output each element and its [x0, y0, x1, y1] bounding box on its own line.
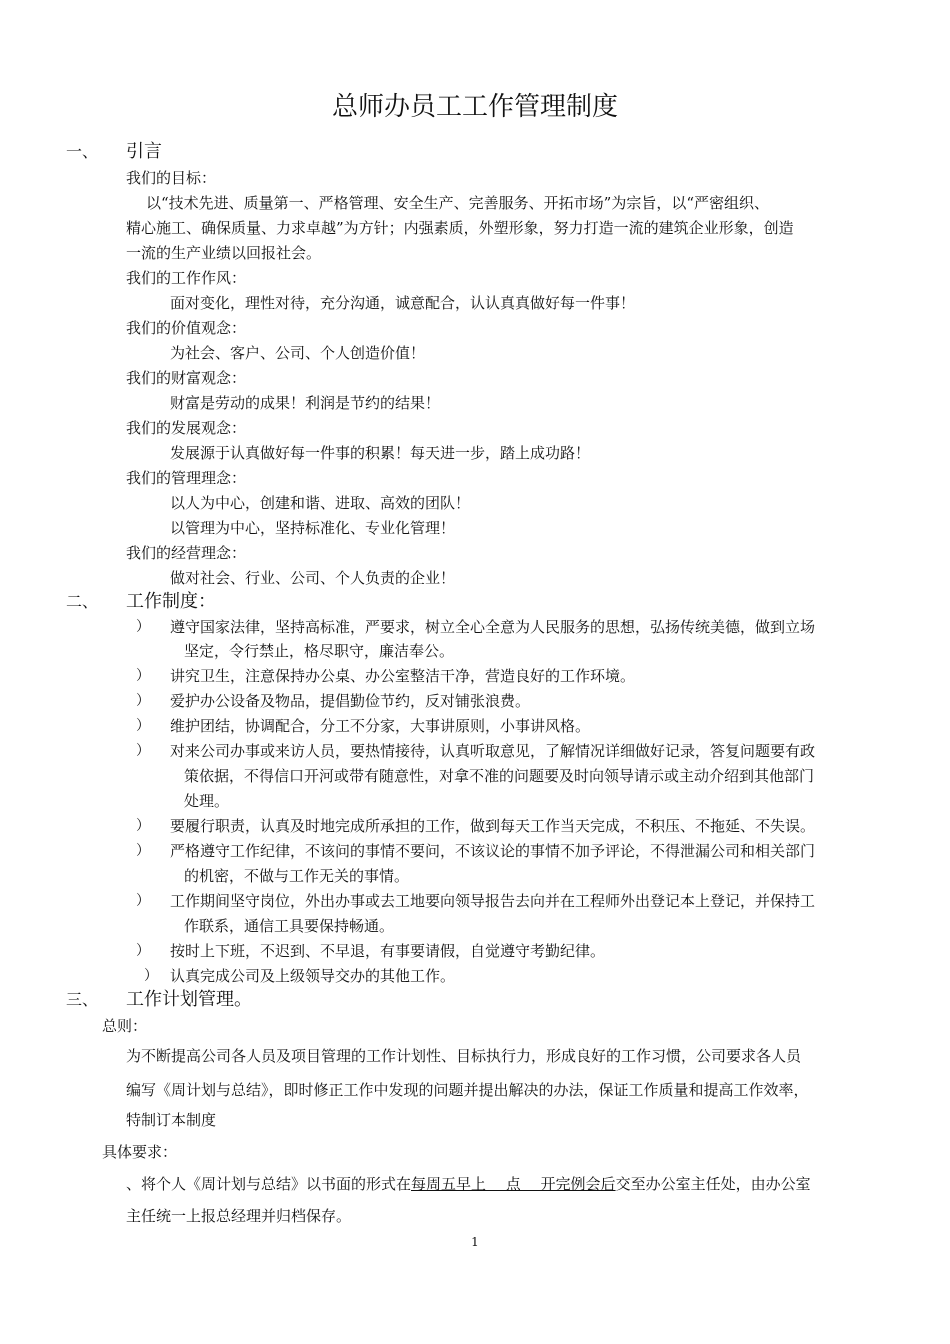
document-title: 总师办员工工作管理制度 — [331, 92, 618, 122]
general-line-1: 为不断提高公司各人员及项目管理的工作计划性、目标执行力，形成良好的工作习惯，公司要求各人员 — [126, 1047, 802, 1065]
list-bullet: ） — [136, 893, 150, 909]
list-bullet: ） — [136, 743, 150, 759]
rule-3: 爱护办公设备及物品，提倡勤俭节约，反对铺张浪费。 — [170, 692, 531, 710]
management-text-1: 以人为中心，创建和谐、进取、高效的团队！ — [170, 494, 471, 512]
rule-1-line-2: 坚定，令行禁止，格尽职守，廉洁奉公。 — [184, 642, 455, 660]
wealth-text: 财富是劳动的成果！利润是节约的结果！ — [170, 394, 441, 412]
rule-5-line-2: 策依据，不得信口开河或带有随意性，对拿不准的问题要及时向领导请示或主动介绍到其他部门 — [184, 767, 815, 785]
rule-7-line-2: 的机密，不做与工作无关的事情。 — [184, 867, 410, 885]
wealth-label: 我们的财富观念： — [126, 369, 247, 387]
development-label: 我们的发展观念： — [126, 419, 247, 437]
requirement-1-line-1 — [126, 1174, 811, 1194]
goal-line-1: 以“技术先进、质量第一、严格管理、安全生产、完善服务、开拓市场”为宗旨，以“严密组织、 — [146, 194, 770, 212]
list-bullet: ） — [136, 943, 150, 959]
development-text: 发展源于认真做好每一件事的积累！每天进一步，踏上成功路！ — [170, 444, 591, 462]
rule-8-line-1: 工作期间坚守岗位，外出办事或去工地要向领导报告去向并在工程师外出登记本上登记，并保持工 — [170, 892, 816, 910]
rule-4: 维护团结，协调配合，分工不分家，大事讲原则，小事讲风格。 — [170, 717, 591, 735]
rule-8-line-2: 作联系，通信工具要保持畅通。 — [184, 917, 395, 935]
management-label: 我们的管理理念： — [126, 469, 247, 487]
section-3-heading: 工作计划管理。 — [126, 989, 252, 1010]
rule-10: 认真完成公司及上级领导交办的其他工作。 — [170, 967, 456, 985]
goal-label: 我们的目标： — [126, 169, 217, 187]
business-text: 做对社会、行业、公司、个人负责的企业！ — [170, 569, 456, 587]
value-label: 我们的价值观念： — [126, 319, 247, 337]
list-bullet: ） — [136, 693, 150, 709]
section-1-number: 一、 — [66, 142, 99, 161]
page-number: 1 — [471, 1235, 479, 1249]
general-line-2: 编写《周计划与总结》，即时修正工作中发现的问题并提出解决的办法，保证工作质量和提高工作效率， — [126, 1081, 809, 1099]
rule-6: 要履行职责，认真及时地完成所承担的工作，做到每天工作当天完成，不积压、不拖延、不失误。 — [170, 817, 816, 835]
requirement-1-text-b: 交至办公室主任处，由办公室 — [615, 1175, 811, 1193]
list-bullet: ） — [136, 843, 150, 859]
rule-5-line-3: 处理。 — [184, 792, 230, 810]
general-line-3: 特制订本制度 — [126, 1111, 217, 1129]
requirement-1-underlined: 每周五早上 点 开完例会后 — [411, 1175, 616, 1193]
goal-line-3: 一流的生产业绩以回报社会。 — [126, 244, 322, 262]
section-1-heading: 引言 — [126, 141, 162, 162]
rule-5-line-1: 对来公司办事或来访人员，要热情接待，认真听取意见，了解情况详细做好记录，答复问题要有政 — [170, 742, 816, 760]
general-label: 总则： — [102, 1017, 148, 1035]
section-3-number: 三、 — [66, 990, 99, 1009]
list-bullet: ） — [136, 619, 150, 635]
rule-1-line-1: 遵守国家法律，坚持高标准，严要求，树立全心全意为人民服务的思想，弘扬传统美德，做到立场 — [170, 618, 816, 636]
management-text-2: 以管理为中心，坚持标准化、专业化管理！ — [170, 519, 456, 537]
requirements-label: 具体要求： — [102, 1143, 178, 1161]
requirement-1-text-a: 、将个人《周计划与总结》以书面的形式在 — [126, 1175, 412, 1193]
section-2-heading: 工作制度： — [126, 591, 216, 612]
list-bullet: ） — [144, 968, 158, 984]
style-label: 我们的工作作风： — [126, 269, 247, 287]
section-2-number: 二、 — [66, 592, 99, 611]
value-text: 为社会、客户、公司、个人创造价值！ — [170, 344, 426, 362]
goal-line-2: 精心施工、确保质量、力求卓越”为方针；内强素质，外塑形象，努力打造一流的建筑企业形象，创造 — [126, 219, 794, 237]
list-bullet: ） — [136, 718, 150, 734]
rule-2: 讲究卫生，注意保持办公桌、办公室整洁干净，营造良好的工作环境。 — [170, 667, 636, 685]
business-label: 我们的经营理念： — [126, 544, 247, 562]
requirement-1-line-2: 主任统一上报总经理并归档保存。 — [126, 1207, 352, 1225]
style-text: 面对变化，理性对待，充分沟通，诚意配合，认认真真做好每一件事！ — [170, 294, 636, 312]
rule-9: 按时上下班，不迟到、不早退，有事要请假，自觉遵守考勤纪律。 — [170, 942, 606, 960]
list-bullet: ） — [136, 668, 150, 684]
list-bullet: ） — [136, 818, 150, 834]
rule-7-line-1: 严格遵守工作纪律，不该问的事情不要问，不该议论的事情不加予评论，不得泄漏公司和相关部门 — [170, 842, 816, 860]
